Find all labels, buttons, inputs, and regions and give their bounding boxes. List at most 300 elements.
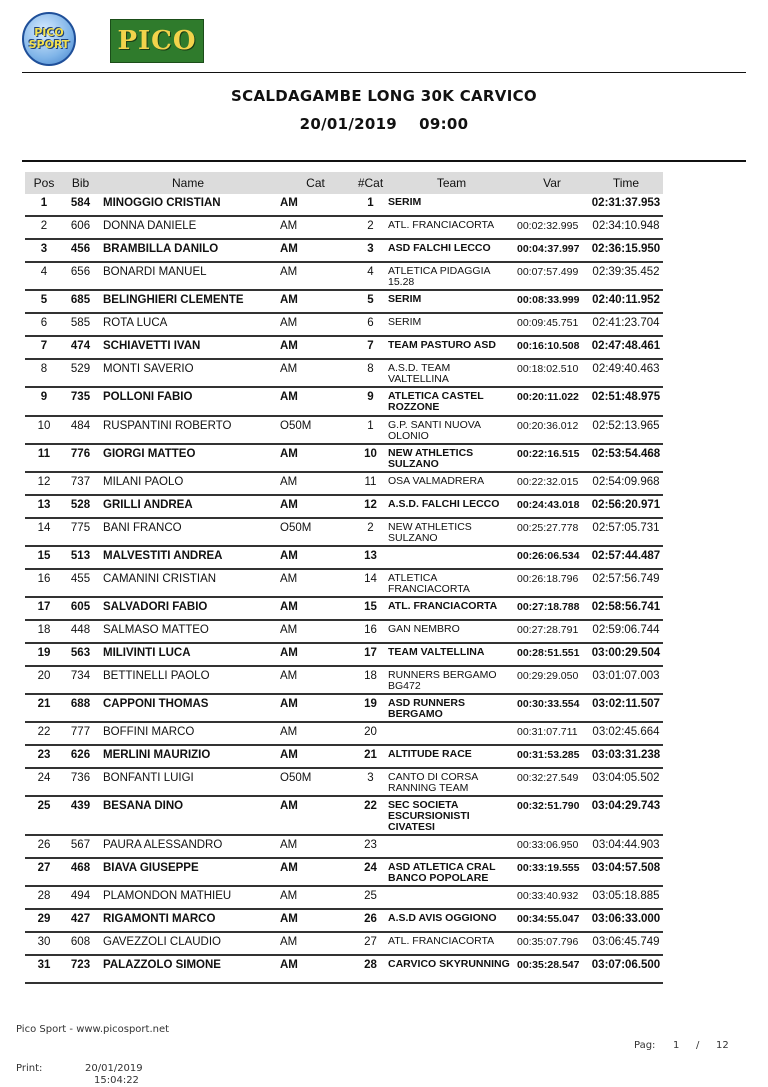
cell-team: CANTO DI CORSA RANNING TEAM bbox=[388, 768, 515, 796]
cell-bib: 775 bbox=[63, 518, 98, 546]
cell-cat: AM bbox=[278, 597, 353, 620]
cell-ncat: 10 bbox=[353, 444, 388, 472]
cell-team: ALTITUDE RACE bbox=[388, 745, 515, 768]
cell-cat: AM bbox=[278, 909, 353, 932]
col-header-team: Team bbox=[388, 172, 515, 194]
cell-ncat: 28 bbox=[353, 955, 388, 983]
cell-bib: 474 bbox=[63, 336, 98, 359]
cell-pos: 14 bbox=[25, 518, 63, 546]
cell-bib: 688 bbox=[63, 694, 98, 722]
cell-bib: 735 bbox=[63, 387, 98, 416]
cell-ncat: 9 bbox=[353, 387, 388, 416]
cell-pos: 19 bbox=[25, 643, 63, 666]
cell-var: 00:22:32.015 bbox=[515, 472, 589, 495]
table-row bbox=[25, 313, 663, 336]
results-body bbox=[25, 194, 663, 983]
table-row bbox=[25, 620, 663, 643]
table-row bbox=[25, 643, 663, 666]
cell-time: 03:03:31.238 bbox=[589, 745, 663, 768]
cell-cat: AM bbox=[278, 694, 353, 722]
cell-pos: 3 bbox=[25, 239, 63, 262]
cell-bib: 734 bbox=[63, 666, 98, 694]
cell-ncat: 26 bbox=[353, 909, 388, 932]
cell-team bbox=[388, 546, 515, 569]
table-row bbox=[25, 597, 663, 620]
cell-pos: 22 bbox=[25, 722, 63, 745]
cell-name: BONARDI MANUEL bbox=[98, 262, 278, 290]
cell-ncat: 12 bbox=[353, 495, 388, 518]
cell-bib: 585 bbox=[63, 313, 98, 336]
cell-bib: 468 bbox=[63, 858, 98, 886]
cell-pos: 9 bbox=[25, 387, 63, 416]
cell-cat: O50M bbox=[278, 768, 353, 796]
cell-ncat: 23 bbox=[353, 835, 388, 858]
cell-pos: 10 bbox=[25, 416, 63, 444]
cell-cat: O50M bbox=[278, 416, 353, 444]
cell-var: 00:32:27.549 bbox=[515, 768, 589, 796]
cell-team: SERIM bbox=[388, 194, 515, 216]
footer-site: Pico Sport - www.picosport.net bbox=[16, 1024, 170, 1035]
cell-pos: 5 bbox=[25, 290, 63, 313]
cell-ncat: 21 bbox=[353, 745, 388, 768]
cell-name: RUSPANTINI ROBERTO bbox=[98, 416, 278, 444]
cell-time: 02:41:23.704 bbox=[589, 313, 663, 336]
cell-var: 00:26:18.796 bbox=[515, 569, 589, 597]
table-row bbox=[25, 472, 663, 495]
cell-team bbox=[388, 835, 515, 858]
table-row bbox=[25, 262, 663, 290]
col-header-cat: Cat bbox=[278, 172, 353, 194]
table-row bbox=[25, 546, 663, 569]
cell-cat: AM bbox=[278, 495, 353, 518]
cell-bib: 529 bbox=[63, 359, 98, 387]
cell-time: 03:02:45.664 bbox=[589, 722, 663, 745]
cell-var bbox=[515, 194, 589, 216]
cell-name: SCHIAVETTI IVAN bbox=[98, 336, 278, 359]
cell-cat: AM bbox=[278, 336, 353, 359]
cell-time: 02:57:44.487 bbox=[589, 546, 663, 569]
cell-var: 00:26:06.534 bbox=[515, 546, 589, 569]
cell-pos: 20 bbox=[25, 666, 63, 694]
cell-pos: 25 bbox=[25, 796, 63, 835]
cell-name: PAURA ALESSANDRO bbox=[98, 835, 278, 858]
page-separator: / bbox=[696, 1040, 700, 1051]
cell-bib: 528 bbox=[63, 495, 98, 518]
cell-time: 02:57:56.749 bbox=[589, 569, 663, 597]
cell-time: 02:49:40.463 bbox=[589, 359, 663, 387]
pico-sport-logo bbox=[22, 12, 76, 66]
cell-cat: AM bbox=[278, 472, 353, 495]
table-row bbox=[25, 387, 663, 416]
cell-ncat: 16 bbox=[353, 620, 388, 643]
cell-time: 03:01:07.003 bbox=[589, 666, 663, 694]
header-top-rule bbox=[22, 72, 746, 73]
cell-time: 02:54:09.968 bbox=[589, 472, 663, 495]
cell-cat: AM bbox=[278, 858, 353, 886]
cell-cat: AM bbox=[278, 796, 353, 835]
cell-var: 00:22:16.515 bbox=[515, 444, 589, 472]
cell-cat: AM bbox=[278, 239, 353, 262]
cell-name: BETTINELLI PAOLO bbox=[98, 666, 278, 694]
cell-bib: 455 bbox=[63, 569, 98, 597]
table-row bbox=[25, 518, 663, 546]
cell-pos: 17 bbox=[25, 597, 63, 620]
cell-bib: 606 bbox=[63, 216, 98, 239]
cell-team bbox=[388, 722, 515, 745]
cell-time: 03:05:18.885 bbox=[589, 886, 663, 909]
cell-pos: 13 bbox=[25, 495, 63, 518]
table-row bbox=[25, 886, 663, 909]
cell-time: 02:31:37.953 bbox=[589, 194, 663, 216]
cell-time: 02:34:10.948 bbox=[589, 216, 663, 239]
cell-pos: 23 bbox=[25, 745, 63, 768]
cell-ncat: 3 bbox=[353, 768, 388, 796]
pico-brand-logo bbox=[110, 19, 204, 63]
cell-var: 00:07:57.499 bbox=[515, 262, 589, 290]
cell-time: 02:53:54.468 bbox=[589, 444, 663, 472]
cell-cat: AM bbox=[278, 359, 353, 387]
cell-cat: AM bbox=[278, 262, 353, 290]
cell-name: BOFFINI MARCO bbox=[98, 722, 278, 745]
table-row bbox=[25, 239, 663, 262]
cell-bib: 427 bbox=[63, 909, 98, 932]
cell-pos: 7 bbox=[25, 336, 63, 359]
cell-name: BONFANTI LUIGI bbox=[98, 768, 278, 796]
cell-name: GRILLI ANDREA bbox=[98, 495, 278, 518]
cell-bib: 484 bbox=[63, 416, 98, 444]
cell-name: BESANA DINO bbox=[98, 796, 278, 835]
cell-var: 00:25:27.778 bbox=[515, 518, 589, 546]
cell-name: GAVEZZOLI CLAUDIO bbox=[98, 932, 278, 955]
cell-bib: 776 bbox=[63, 444, 98, 472]
cell-var: 00:20:11.022 bbox=[515, 387, 589, 416]
cell-team: CARVICO SKYRUNNING bbox=[388, 955, 515, 983]
cell-team: ATL. FRANCIACORTA bbox=[388, 216, 515, 239]
cell-bib: 777 bbox=[63, 722, 98, 745]
col-header-pos: Pos bbox=[25, 172, 63, 194]
cell-time: 03:04:44.903 bbox=[589, 835, 663, 858]
cell-var: 00:09:45.751 bbox=[515, 313, 589, 336]
cell-time: 02:52:13.965 bbox=[589, 416, 663, 444]
cell-name: POLLONI FABIO bbox=[98, 387, 278, 416]
cell-var: 00:35:07.796 bbox=[515, 932, 589, 955]
cell-cat: AM bbox=[278, 620, 353, 643]
cell-var: 00:33:06.950 bbox=[515, 835, 589, 858]
cell-pos: 28 bbox=[25, 886, 63, 909]
table-row bbox=[25, 835, 663, 858]
cell-var: 00:16:10.508 bbox=[515, 336, 589, 359]
cell-name: MILIVINTI LUCA bbox=[98, 643, 278, 666]
cell-team: GAN NEMBRO bbox=[388, 620, 515, 643]
cell-cat: O50M bbox=[278, 518, 353, 546]
cell-time: 03:06:45.749 bbox=[589, 932, 663, 955]
cell-ncat: 18 bbox=[353, 666, 388, 694]
cell-team: RUNNERS BERGAMO BG472 bbox=[388, 666, 515, 694]
cell-team: ATL. FRANCIACORTA bbox=[388, 597, 515, 620]
cell-bib: 737 bbox=[63, 472, 98, 495]
cell-var: 00:35:28.547 bbox=[515, 955, 589, 983]
cell-ncat: 13 bbox=[353, 546, 388, 569]
table-row bbox=[25, 932, 663, 955]
cell-bib: 656 bbox=[63, 262, 98, 290]
cell-time: 03:04:05.502 bbox=[589, 768, 663, 796]
cell-name: RIGAMONTI MARCO bbox=[98, 909, 278, 932]
cell-var: 00:32:51.790 bbox=[515, 796, 589, 835]
cell-name: CAMANINI CRISTIAN bbox=[98, 569, 278, 597]
cell-bib: 448 bbox=[63, 620, 98, 643]
cell-time: 02:59:06.744 bbox=[589, 620, 663, 643]
cell-ncat: 19 bbox=[353, 694, 388, 722]
cell-time: 02:51:48.975 bbox=[589, 387, 663, 416]
cell-var: 00:29:29.050 bbox=[515, 666, 589, 694]
col-header-var: Var bbox=[515, 172, 589, 194]
cell-team: OSA VALMADRERA bbox=[388, 472, 515, 495]
cell-var: 00:33:19.555 bbox=[515, 858, 589, 886]
cell-ncat: 5 bbox=[353, 290, 388, 313]
cell-time: 02:56:20.971 bbox=[589, 495, 663, 518]
cell-ncat: 25 bbox=[353, 886, 388, 909]
cell-var: 00:28:51.551 bbox=[515, 643, 589, 666]
cell-time: 03:02:11.507 bbox=[589, 694, 663, 722]
cell-cat: AM bbox=[278, 666, 353, 694]
cell-ncat: 14 bbox=[353, 569, 388, 597]
cell-team: A.S.D AVIS OGGIONO bbox=[388, 909, 515, 932]
event-datetime: 20/01/2019 09:00 bbox=[299, 115, 469, 133]
cell-pos: 30 bbox=[25, 932, 63, 955]
cell-bib: 584 bbox=[63, 194, 98, 216]
cell-pos: 27 bbox=[25, 858, 63, 886]
cell-bib: 626 bbox=[63, 745, 98, 768]
cell-cat: AM bbox=[278, 546, 353, 569]
cell-team: NEW ATHLETICS SULZANO bbox=[388, 444, 515, 472]
cell-time: 02:39:35.452 bbox=[589, 262, 663, 290]
cell-team: G.P. SANTI NUOVA OLONIO bbox=[388, 416, 515, 444]
cell-time: 02:57:05.731 bbox=[589, 518, 663, 546]
cell-name: MINOGGIO CRISTIAN bbox=[98, 194, 278, 216]
cell-pos: 2 bbox=[25, 216, 63, 239]
cell-time: 02:36:15.950 bbox=[589, 239, 663, 262]
cell-bib: 563 bbox=[63, 643, 98, 666]
results-header-row bbox=[25, 172, 663, 194]
cell-team: ATL. FRANCIACORTA bbox=[388, 932, 515, 955]
cell-cat: AM bbox=[278, 955, 353, 983]
cell-ncat: 15 bbox=[353, 597, 388, 620]
cell-team: NEW ATHLETICS SULZANO bbox=[388, 518, 515, 546]
cell-ncat: 11 bbox=[353, 472, 388, 495]
table-row bbox=[25, 796, 663, 835]
cell-ncat: 1 bbox=[353, 416, 388, 444]
cell-var: 00:24:43.018 bbox=[515, 495, 589, 518]
brand-logo-text: PICO bbox=[117, 26, 197, 56]
cell-var: 00:34:55.047 bbox=[515, 909, 589, 932]
cell-time: 03:00:29.504 bbox=[589, 643, 663, 666]
col-header-time: Time bbox=[589, 172, 663, 194]
cell-bib: 513 bbox=[63, 546, 98, 569]
cell-name: SALVADORI FABIO bbox=[98, 597, 278, 620]
cell-cat: AM bbox=[278, 745, 353, 768]
table-row bbox=[25, 194, 663, 216]
cell-ncat: 2 bbox=[353, 518, 388, 546]
table-row bbox=[25, 290, 663, 313]
cell-team: SERIM bbox=[388, 290, 515, 313]
table-row bbox=[25, 745, 663, 768]
cell-name: MALVESTITI ANDREA bbox=[98, 546, 278, 569]
cell-team: ATLETICA FRANCIACORTA bbox=[388, 569, 515, 597]
cell-team: ATLETICA CASTEL ROZZONE bbox=[388, 387, 515, 416]
cell-cat: AM bbox=[278, 886, 353, 909]
cell-cat: AM bbox=[278, 932, 353, 955]
table-row bbox=[25, 955, 663, 983]
cell-var: 00:30:33.554 bbox=[515, 694, 589, 722]
cell-ncat: 6 bbox=[353, 313, 388, 336]
cell-time: 02:58:56.741 bbox=[589, 597, 663, 620]
table-row bbox=[25, 416, 663, 444]
cell-cat: AM bbox=[278, 313, 353, 336]
cell-bib: 723 bbox=[63, 955, 98, 983]
cell-team: TEAM VALTELLINA bbox=[388, 643, 515, 666]
cell-var: 00:27:18.788 bbox=[515, 597, 589, 620]
cell-pos: 8 bbox=[25, 359, 63, 387]
cell-pos: 29 bbox=[25, 909, 63, 932]
cell-team: ATLETICA PIDAGGIA 15.28 bbox=[388, 262, 515, 290]
cell-bib: 736 bbox=[63, 768, 98, 796]
page-total: 12 bbox=[716, 1040, 729, 1051]
cell-ncat: 1 bbox=[353, 194, 388, 216]
cell-time: 03:04:57.508 bbox=[589, 858, 663, 886]
table-row bbox=[25, 666, 663, 694]
cell-ncat: 3 bbox=[353, 239, 388, 262]
page-label: Pag: bbox=[634, 1040, 656, 1051]
cell-pos: 16 bbox=[25, 569, 63, 597]
cell-time: 03:07:06.500 bbox=[589, 955, 663, 983]
header-bottom-rule bbox=[22, 160, 746, 162]
cell-ncat: 22 bbox=[353, 796, 388, 835]
cell-name: BANI FRANCO bbox=[98, 518, 278, 546]
cell-name: PLAMONDON MATHIEU bbox=[98, 886, 278, 909]
cell-var: 00:20:36.012 bbox=[515, 416, 589, 444]
table-row bbox=[25, 858, 663, 886]
table-row bbox=[25, 216, 663, 239]
cell-bib: 456 bbox=[63, 239, 98, 262]
event-title: SCALDAGAMBE LONG 30K CARVICO bbox=[231, 87, 537, 105]
cell-pos: 6 bbox=[25, 313, 63, 336]
cell-name: CAPPONI THOMAS bbox=[98, 694, 278, 722]
cell-pos: 4 bbox=[25, 262, 63, 290]
table-row bbox=[25, 768, 663, 796]
cell-var: 00:31:53.285 bbox=[515, 745, 589, 768]
cell-var: 00:31:07.711 bbox=[515, 722, 589, 745]
table-row bbox=[25, 569, 663, 597]
cell-name: SALMASO MATTEO bbox=[98, 620, 278, 643]
cell-name: MERLINI MAURIZIO bbox=[98, 745, 278, 768]
cell-team: SEC SOCIETA ESCURSIONISTI CIVATESI bbox=[388, 796, 515, 835]
cell-cat: AM bbox=[278, 216, 353, 239]
cell-var: 00:04:37.997 bbox=[515, 239, 589, 262]
table-row bbox=[25, 694, 663, 722]
cell-team: A.S.D. FALCHI LECCO bbox=[388, 495, 515, 518]
cell-bib: 567 bbox=[63, 835, 98, 858]
col-header-bib: Bib bbox=[63, 172, 98, 194]
cell-var: 00:18:02.510 bbox=[515, 359, 589, 387]
cell-cat: AM bbox=[278, 194, 353, 216]
cell-bib: 685 bbox=[63, 290, 98, 313]
cell-name: PALAZZOLO SIMONE bbox=[98, 955, 278, 983]
print-label: Print: bbox=[16, 1063, 43, 1074]
cell-pos: 18 bbox=[25, 620, 63, 643]
cell-pos: 15 bbox=[25, 546, 63, 569]
cell-var: 00:02:32.995 bbox=[515, 216, 589, 239]
cell-name: ROTA LUCA bbox=[98, 313, 278, 336]
cell-name: DONNA DANIELE bbox=[98, 216, 278, 239]
table-row bbox=[25, 336, 663, 359]
cell-cat: AM bbox=[278, 387, 353, 416]
cell-pos: 21 bbox=[25, 694, 63, 722]
cell-cat: AM bbox=[278, 835, 353, 858]
col-header-ncat: #Cat bbox=[353, 172, 388, 194]
cell-team: ASD RUNNERS BERGAMO bbox=[388, 694, 515, 722]
cell-ncat: 8 bbox=[353, 359, 388, 387]
cell-cat: AM bbox=[278, 444, 353, 472]
cell-var: 00:08:33.999 bbox=[515, 290, 589, 313]
cell-ncat: 4 bbox=[353, 262, 388, 290]
cell-bib: 608 bbox=[63, 932, 98, 955]
cell-name: GIORGI MATTEO bbox=[98, 444, 278, 472]
table-row bbox=[25, 722, 663, 745]
cell-ncat: 2 bbox=[353, 216, 388, 239]
col-header-name: Name bbox=[98, 172, 278, 194]
table-row bbox=[25, 909, 663, 932]
table-row bbox=[25, 444, 663, 472]
print-date: 20/01/2019 bbox=[85, 1063, 143, 1074]
cell-bib: 439 bbox=[63, 796, 98, 835]
print-time: 15:04:22 bbox=[94, 1075, 139, 1086]
cell-time: 03:06:33.000 bbox=[589, 909, 663, 932]
page-current: 1 bbox=[673, 1040, 680, 1051]
cell-ncat: 27 bbox=[353, 932, 388, 955]
cell-team: A.S.D. TEAM VALTELLINA bbox=[388, 359, 515, 387]
cell-team: ASD ATLETICA CRAL BANCO POPOLARE bbox=[388, 858, 515, 886]
cell-pos: 11 bbox=[25, 444, 63, 472]
cell-pos: 26 bbox=[25, 835, 63, 858]
cell-var: 00:27:28.791 bbox=[515, 620, 589, 643]
cell-time: 03:04:29.743 bbox=[589, 796, 663, 835]
cell-ncat: 17 bbox=[353, 643, 388, 666]
cell-pos: 1 bbox=[25, 194, 63, 216]
cell-name: BIAVA GIUSEPPE bbox=[98, 858, 278, 886]
cell-var: 00:33:40.932 bbox=[515, 886, 589, 909]
cell-team: ASD FALCHI LECCO bbox=[388, 239, 515, 262]
cell-ncat: 20 bbox=[353, 722, 388, 745]
cell-bib: 605 bbox=[63, 597, 98, 620]
logo-text-line2: SPORT bbox=[28, 38, 70, 51]
cell-pos: 12 bbox=[25, 472, 63, 495]
cell-name: MONTI SAVERIO bbox=[98, 359, 278, 387]
cell-name: BRAMBILLA DANILO bbox=[98, 239, 278, 262]
logo-text-line1: PICO bbox=[34, 26, 64, 39]
cell-name: MILANI PAOLO bbox=[98, 472, 278, 495]
cell-team bbox=[388, 886, 515, 909]
table-row bbox=[25, 495, 663, 518]
cell-ncat: 7 bbox=[353, 336, 388, 359]
cell-name: BELINGHIERI CLEMENTE bbox=[98, 290, 278, 313]
table-row bbox=[25, 359, 663, 387]
cell-time: 02:47:48.461 bbox=[589, 336, 663, 359]
cell-cat: AM bbox=[278, 643, 353, 666]
cell-team: TEAM PASTURO ASD bbox=[388, 336, 515, 359]
results-table bbox=[25, 172, 663, 984]
cell-ncat: 24 bbox=[353, 858, 388, 886]
cell-cat: AM bbox=[278, 290, 353, 313]
